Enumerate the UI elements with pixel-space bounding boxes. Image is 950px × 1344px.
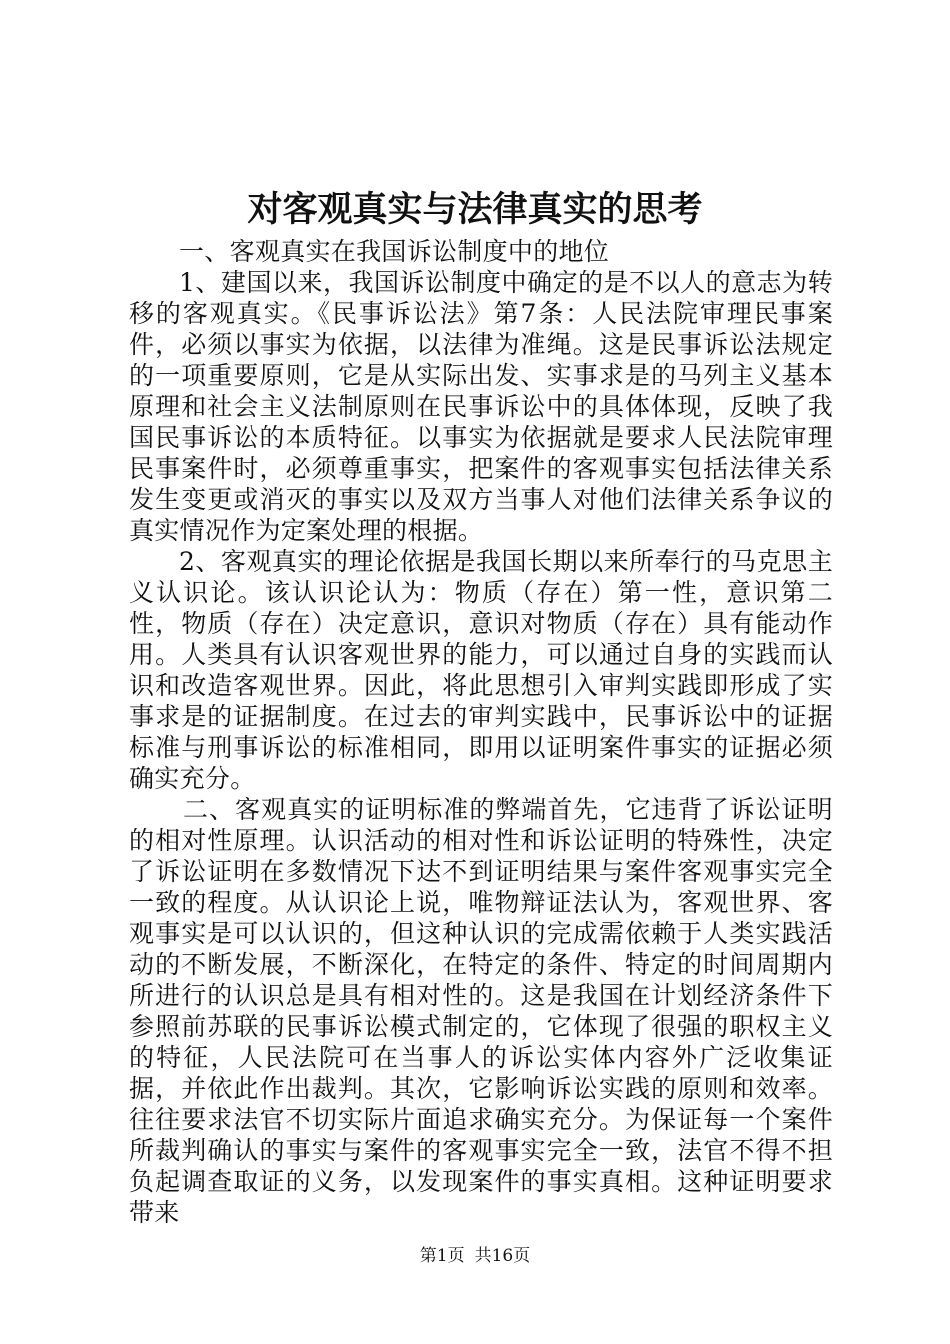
paragraph-2: 2、客观真实的理论依据是我国长期以来所奉行的马克思主义认识论。该认识论认为：物质（存在）第一性，意识第二性，物质（存在）决定意识，意识对物质（存在）具有能动作用。人类具有认识客观世界的能力，可以通过自身的实践而认识和改造客观世界。因此，将此思想引入审判实践即形成了实事求是的证据制度。在过去的审判实践中，民事诉讼中的证据标准与刑事诉讼的标准相同，即用以证明案件事实的证据必须确实充分。 <box>129 547 833 793</box>
page-number: 第1页 <box>419 1246 465 1266</box>
page-footer <box>0 1244 950 1268</box>
document-body <box>129 236 833 1228</box>
page-total: 共16页 <box>474 1246 531 1266</box>
section-heading-1: 一、客观真实在我国诉讼制度中的地位 <box>179 237 610 266</box>
paragraph-1: 1、建国以来，我国诉讼制度中确定的是不以人的意志为转移的客观真实。《民事诉讼法》第7条：人民法院审理民事案件，必须以事实为依据，以法律为准绳。这是民事诉讼法规定的一项重要原则，它是从实际出发、实事求是的马列主义基本原理和社会主义法制原则在民事诉讼中的具体体现，反映了我国民事诉讼的本质特征。以事实为依据就是要求人民法院审理民事案件时，必须尊重事实，把案件的客观事实包括法律关系发生变更或消灭的事实以及双方当事人对他们法律关系争议的真实情况作为定案处理的根据。 <box>129 268 833 545</box>
document-title: 对客观真实与法律真实的思考 <box>247 189 703 230</box>
paragraph-3: 二、客观真实的证明标准的弊端首先，它违背了诉讼证明的相对性原理。认识活动的相对性和诉讼证明的特殊性，决定了诉讼证明在多数情况下达不到证明结果与案件客观事实完全一致的程度。从认识论上说，唯物辩证法认为，客观世界、客观事实是可以认识的，但这种认识的完成需依赖于人类实践活动的不断发展，不断深化，在特定的条件、特定的时间周期内所进行的认识总是具有相对性的。这是我国在计划经济条件下参照前苏联的民事诉讼模式制定的，它体现了很强的职权主义的特征，人民法院可在当事人的诉讼实体内容外广泛收集证据，并依此作出裁判。其次，它影响诉讼实践的原则和效率。往往要求法官不切实际片面追求确实充分。为保证每一个案件所裁判确认的事实与案件的客观事实完全一致，法官不得不担负起调查取证的义务，以发现案件的事实真相。这种证明要求带来 <box>129 795 833 1227</box>
